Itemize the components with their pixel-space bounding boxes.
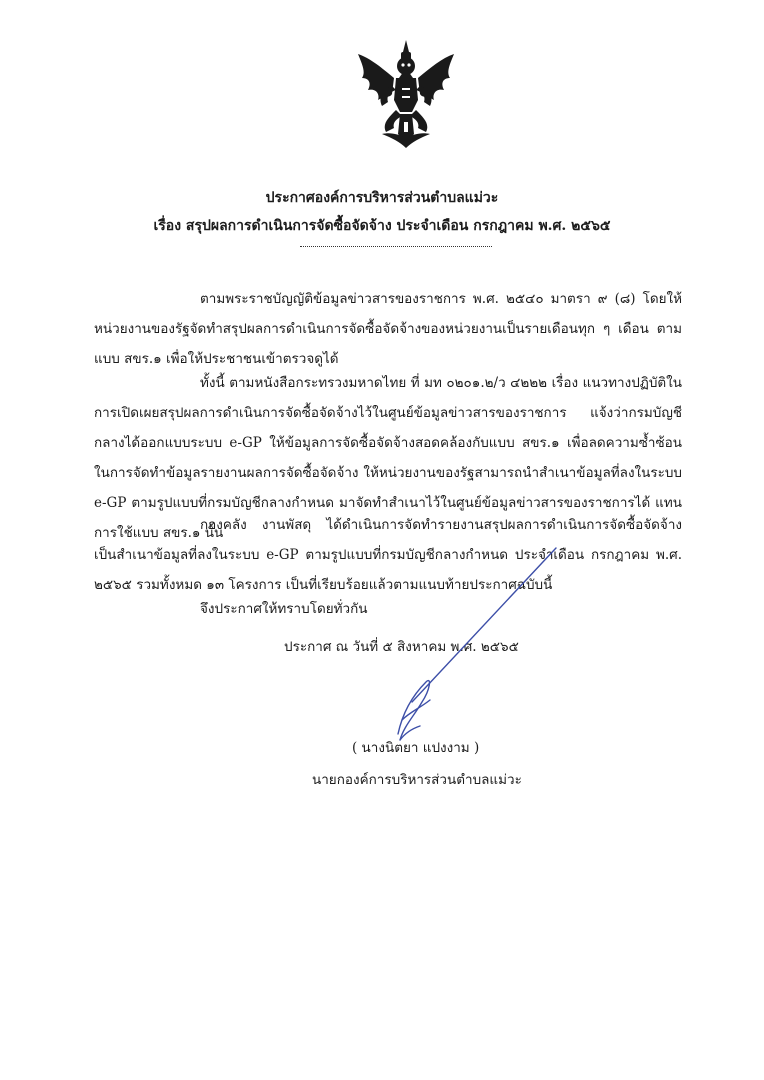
subject-line: เรื่อง สรุปผลการดำเนินการจัดซื้อจัดจ้าง ประจำเดือน กรกฎาคม พ.ศ. ๒๕๖๕ <box>153 218 611 234</box>
signatory-name: ( นางนิตยา แปงงาม ) <box>352 740 480 756</box>
garuda-emblem-icon <box>352 38 460 150</box>
closing-line: จึงประกาศให้ทราบโดยทั่วกัน <box>200 601 368 617</box>
date-line: ประกาศ ณ วันที่ ๕ สิงหาคม พ.ศ. ๒๕๖๕ <box>284 639 519 655</box>
paragraph-1: ตามพระราชบัญญัติข้อมูลข่าวสารของราชการ พ.ศ. ๒๕๔๐ มาตรา ๙ (๘) โดยให้หน่วยงานของรัฐจัดทำสรุปผลการดำเนินการจัดซื้อจัดจ้างของหน่วยงานเป็นรายเดือนทุก ๆ เดือน ตามแบบ สขร.๑ เพื่อให้ประชาชนเข้าตรวจดูได้ <box>94 291 682 367</box>
paragraph-3: กองคลัง งานพัสดุ ได้ดำเนินการจัดทำรายงานสรุปผลการดำเนินการจัดซื้อจัดจ้างเป็นสำเนาข้อมูลที่ลงในระบบ e-GP ตามรูปแบบที่กรมบัญชีกลางกำหนด ประจำเดือน กรกฎาคม พ.ศ. ๒๕๖๕ รวมทั้งหมด ๑๓ โครงการ เป็นที่เรียบร้อยแล้วตามแนบท้ายประกาศฉบับนี้ <box>94 517 682 593</box>
document-heading <box>0 184 764 240</box>
signatory-position: นายกองค์การบริหารส่วนตำบลแม่วะ <box>312 772 522 788</box>
dotted-separator <box>300 246 492 247</box>
paragraph-2: ทั้งนี้ ตามหนังสือกระทรวงมหาดไทย ที่ มท ๐๒๐๑.๒/ว ๔๒๒๒ เรื่อง แนวทางปฏิบัติในการเปิดเผยสรุปผลการดำเนินการจัดซื้อจัดจ้างไว้ในศูนย์ข้อมูลข่าวสารของราชการ แจ้งว่ากรมบัญชีกลางได้ออกแบบระบบ e-GP ให้ข้อมูลการจัดซื้อจัดจ้างสอดคล้องกับแบบ สขร.๑ เพื่อลดความซ้ำซ้อนในการจัดทำข้อมูลรายงานผลการจัดซื้อจัดจ้าง ให้หน่วยงานของรัฐสามารถนำสำเนาข้อมูลที่ลงในระบบ e-GP ตามรูปแบบที่กรมบัญชีกลางกำหนด มาจัดทำสำเนาไว้ในศูนย์ข้อมูลข่าวสารของราชการได้ แทนการใช้แบบ สขร.๑ นั้น <box>94 375 682 541</box>
announcement-title: ประกาศองค์การบริหารส่วนตำบลแม่วะ <box>265 190 499 206</box>
